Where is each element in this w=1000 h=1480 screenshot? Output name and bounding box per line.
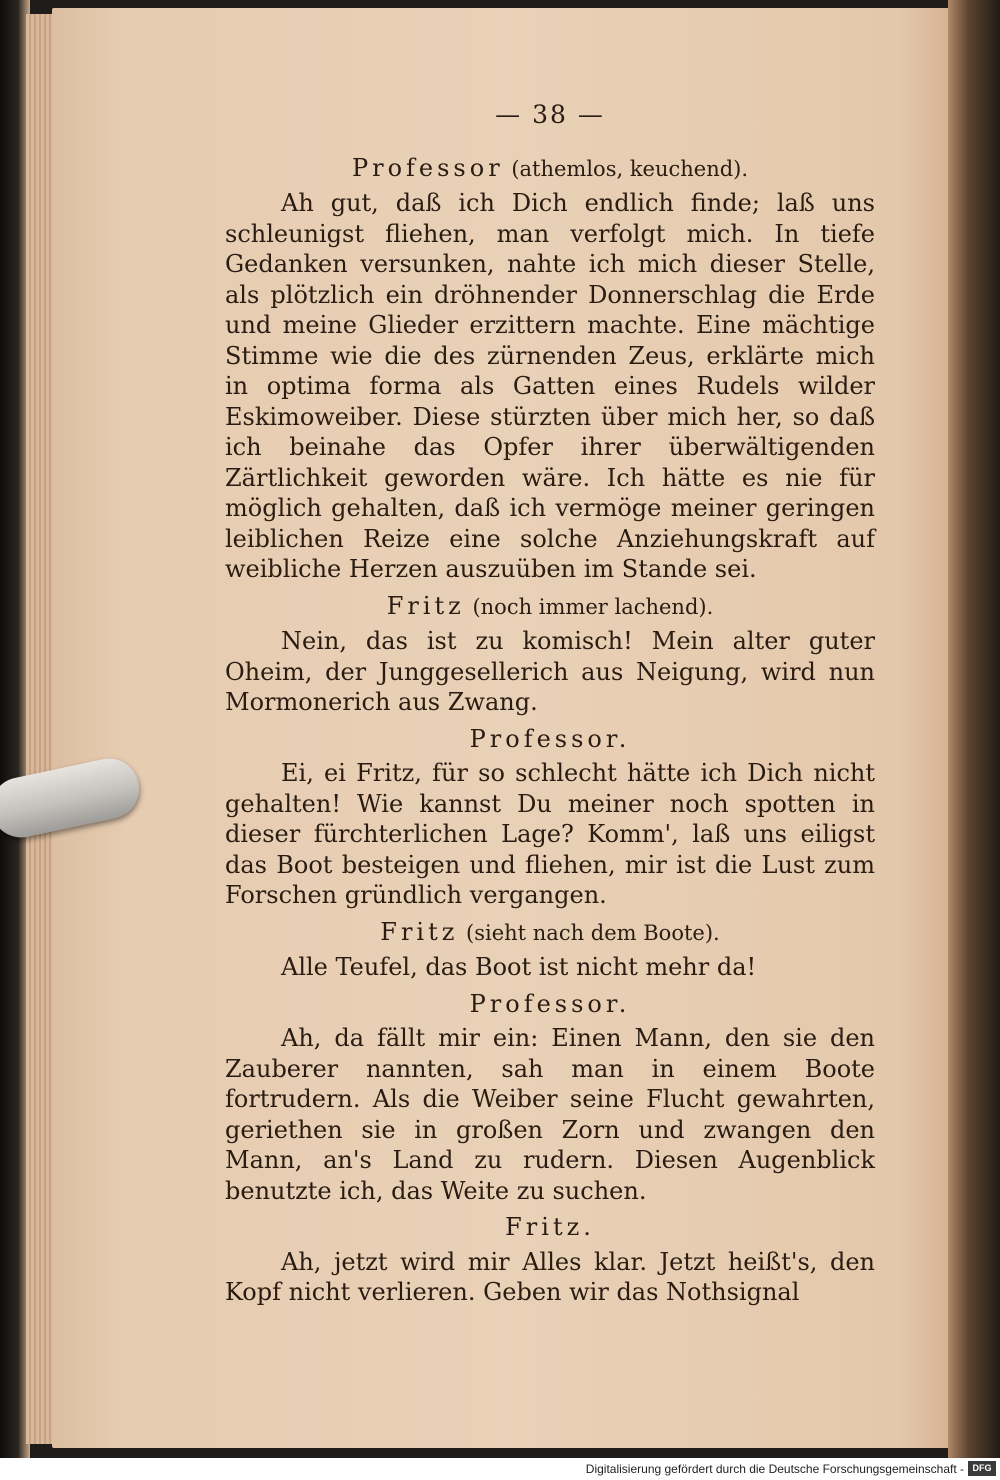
speaker-name: Professor.: [469, 989, 631, 1018]
speech-paragraph: Nein, das ist zu komisch! Mein alter guter Oheim, der Junggesellerich aus Neigung, wird nun Mormonerich aus Zwang.: [225, 627, 875, 716]
speech-paragraph: Ah gut, daß ich Dich endlich finde; laß uns schleunigst fliehen, man verfolgt mich. In tiefe Gedanken versunken, nahte ich mich dieser Stelle, als plötzlich ein dröhnender Donnerschlag die Erde und meine Glieder erzittern machte. Eine mächtige Stimme wie die des zürnenden Zeus, erklärte mich in optima forma als Gatten eines Rudels wilder Eskimoweiber. Diese stürzten über mich her, so daß ich beinahe das Opfer ihrer überwältigenden Zärtlichkeit geworden wäre. Ich hätte es nie für möglich gehalten, daß ich vermöge meiner geringen leiblichen Reize eine solche Anziehungskraft auf weibliche Herzen auszuüben im Stande sei.: [225, 189, 875, 583]
speech-paragraph: Ah, da fällt mir ein: Einen Mann, den sie den Zauberer nannten, sah man in einem Boote fortrudern. Als die Weiber seine Flucht gewahrten, geriethen sie in großen Zorn und zwangen den Mann, an's Land zu rudern. Diesen Augenblick benutzte ich, das Weite zu suchen.: [225, 1024, 875, 1205]
speaker-name: Professor: [351, 153, 504, 182]
speaker-line: [225, 989, 875, 1020]
speaker-line: [225, 153, 875, 185]
speaker-line: [225, 1212, 875, 1243]
speaker-name: Professor.: [469, 724, 631, 753]
speaker-line: [225, 917, 875, 949]
digitization-footer: [0, 1458, 1000, 1480]
stage-direction: (noch immer lachend).: [472, 594, 714, 619]
speech-paragraph: Alle Teufel, das Boot ist nicht mehr da!: [281, 953, 757, 981]
page-text: [225, 100, 875, 1310]
speaker-name: Fritz.: [505, 1213, 595, 1241]
dfg-logo-icon: DFG: [968, 1461, 996, 1476]
speech-paragraph: Ei, ei Fritz, für so schlecht hätte ich Dich nicht gehalten! Wie kannst Du meiner noch spotten in dieser fürchterlichen Lage? Komm', laß uns eiligst das Boot besteigen und fliehen, mir ist die Lust zum Forschen gründlich vergangen.: [225, 759, 875, 909]
book-gutter: [948, 0, 1000, 1458]
speaker-line: [225, 724, 875, 755]
speech-paragraph: Ah, jetzt wird mir Alles klar. Jetzt heißt's, den Kopf nicht verlieren. Geben wir das Nothsignal: [225, 1247, 875, 1306]
funding-credit: Digitalisierung gefördert durch die Deutsche Forschungsgemeinschaft -: [585, 1462, 964, 1476]
speaker-name: Fritz: [380, 917, 459, 946]
stage-direction: (athemlos, keuchend).: [511, 156, 749, 181]
speaker-name: Fritz: [386, 591, 465, 620]
page-number: — 38 —: [495, 100, 605, 129]
speaker-line: [225, 591, 875, 623]
stage-direction: (sieht nach dem Boote).: [466, 920, 720, 945]
